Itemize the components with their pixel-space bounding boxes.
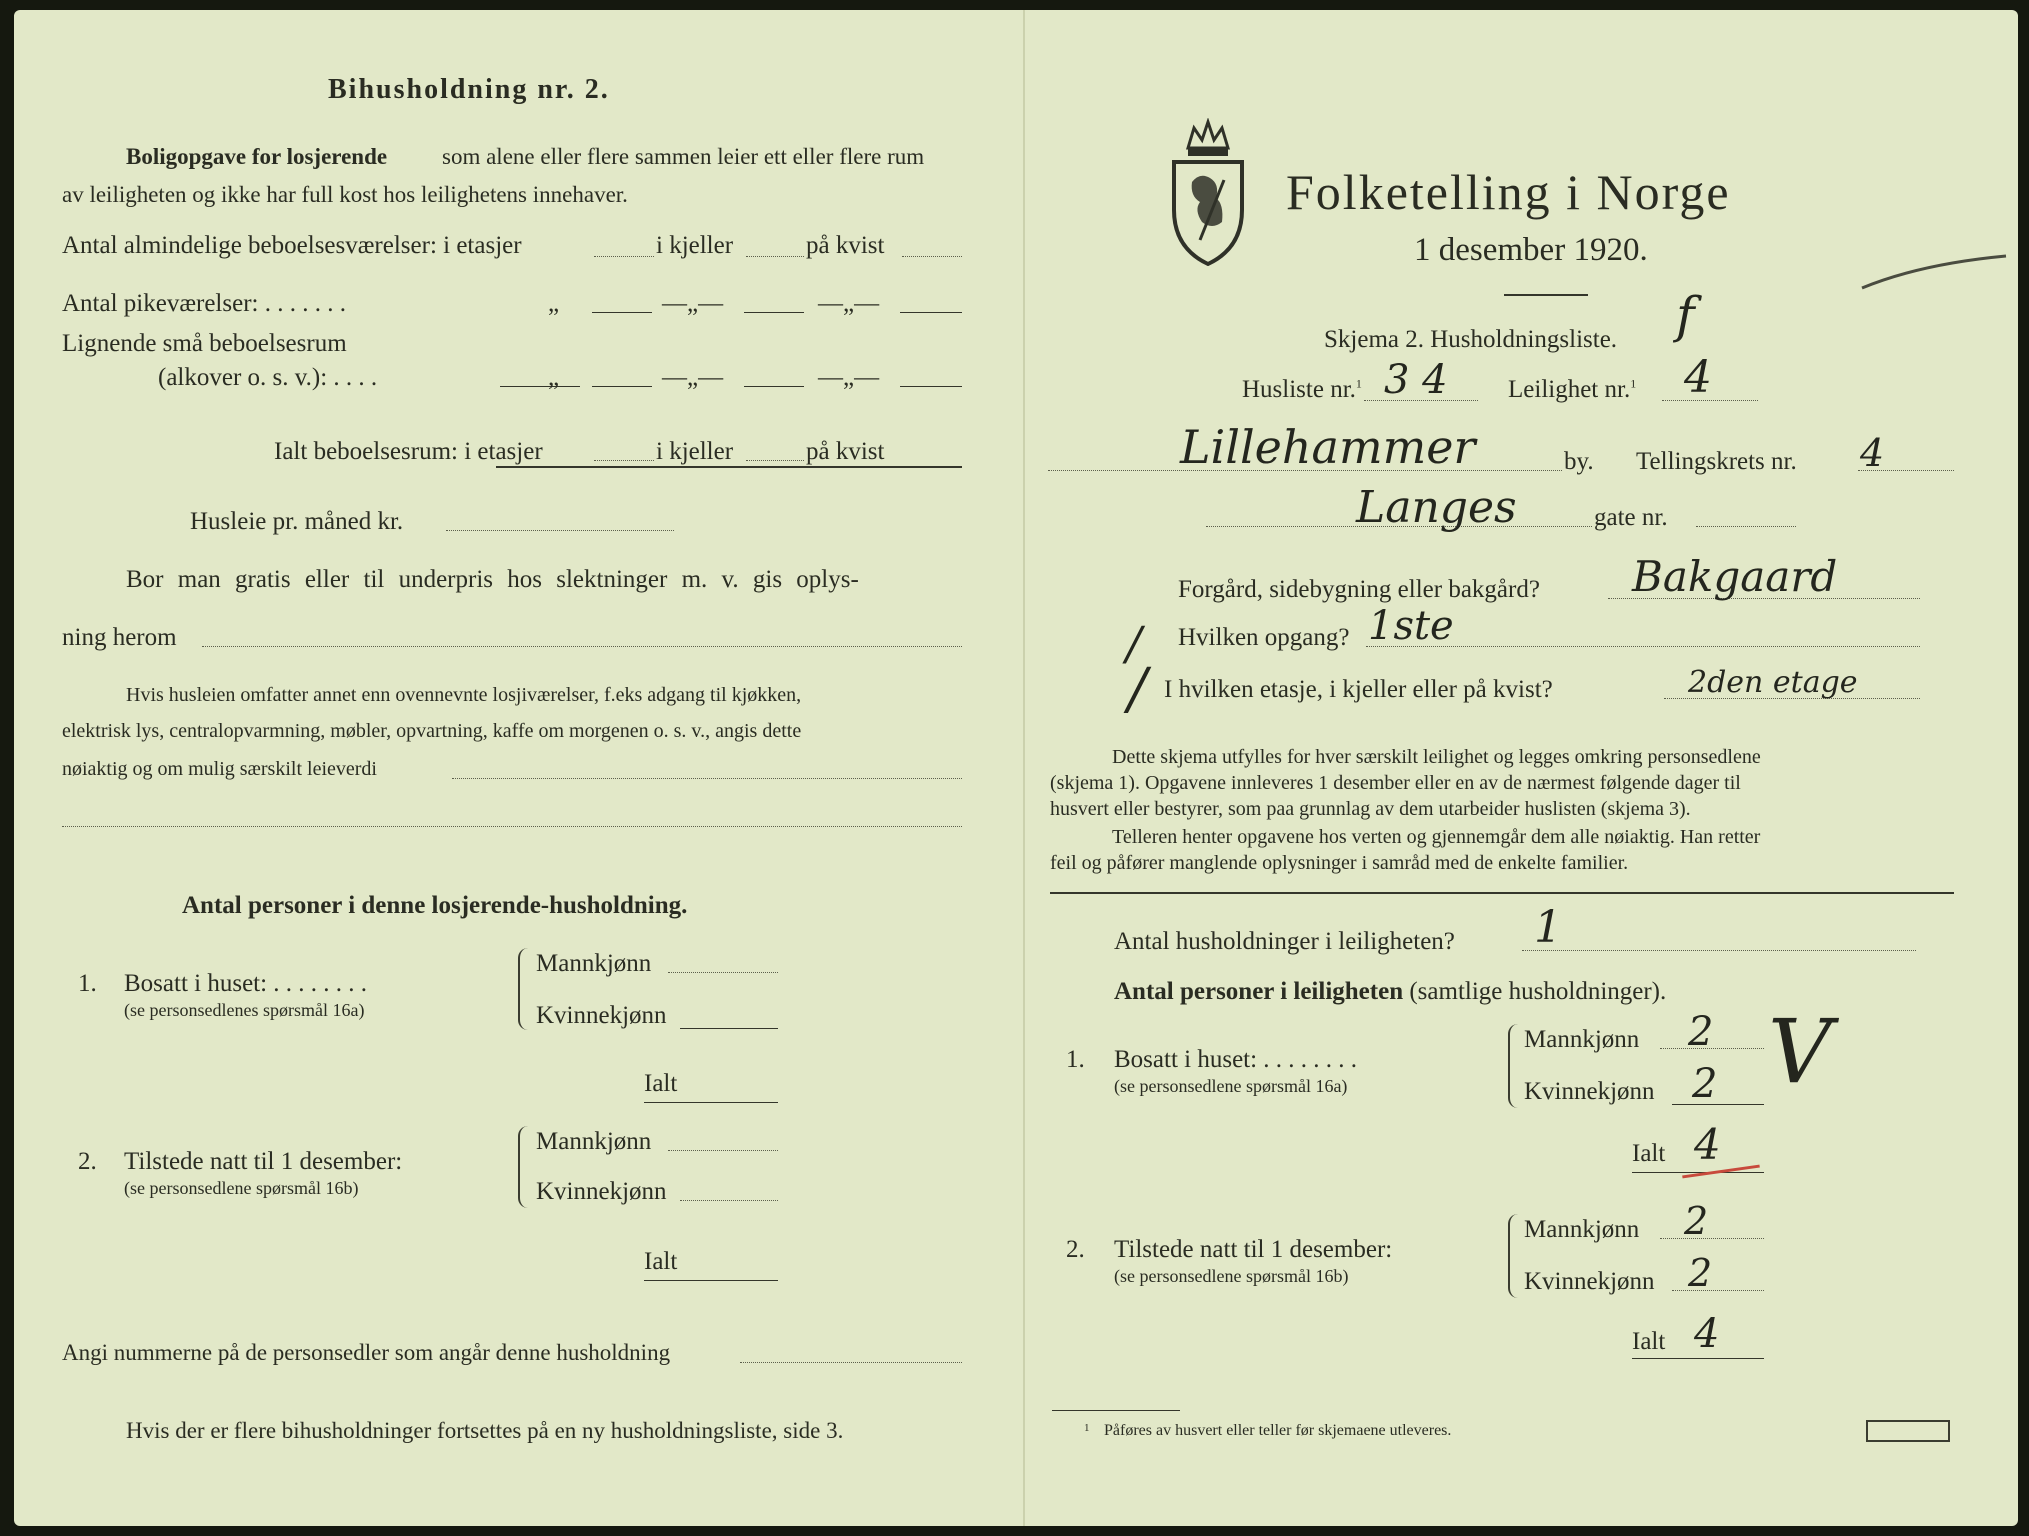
footnote-number: 1 — [1084, 1422, 1090, 1434]
gratis-line — [202, 646, 962, 647]
by-label: by. — [1564, 448, 1594, 475]
right-q1-mann-label: Mannkjønn — [1524, 1026, 1640, 1053]
gratis-line-1: Bor man gratis eller til underpris hos slektninger m. v. gis oplys- — [126, 566, 859, 593]
left-q2-kvinne-line — [680, 1200, 778, 1201]
left-q1-ialt-line — [644, 1102, 778, 1103]
left-q1-ialt-label: Ialt — [644, 1070, 678, 1097]
ialt-rooms-etasjer-line — [594, 460, 654, 461]
pen-stroke-mark — [1860, 252, 2010, 292]
rooms-kjeller-label: i kjeller — [656, 232, 734, 259]
skjema-check-mark: f — [1676, 286, 1695, 344]
gate-value: Langes — [1356, 482, 1517, 533]
instr-line-5: feil og påfører manglende oplysninger i samråd med de enkelte familier. — [1050, 852, 1629, 874]
gate-nr-line — [1696, 526, 1796, 527]
leilighet-value: 4 — [1684, 352, 1712, 403]
instr-line-2: (skjema 1). Opgavene innleveres 1 desember eller en av de nærmest følgende dager til — [1050, 772, 1741, 794]
lignende-line-2 — [744, 386, 804, 387]
right-q1-kvinne-value: 2 — [1692, 1061, 1718, 1107]
angi-line — [740, 1362, 962, 1363]
right-q2-mann-label: Mannkjønn — [1524, 1216, 1640, 1243]
left-q2-mann-label: Mannkjønn — [536, 1128, 652, 1155]
antal-hush-value: 1 — [1534, 902, 1562, 953]
left-title: Bihusholdning nr. 2. — [328, 74, 610, 105]
pike-ditto-3: —„— — [818, 290, 880, 317]
instr-rule — [1050, 892, 1954, 894]
forgaard-value: Bakgaard — [1632, 552, 1838, 601]
date-rule — [1504, 294, 1588, 296]
rooms-kjeller-line — [746, 256, 804, 257]
right-q1-brace — [1508, 1024, 1522, 1108]
right-q2-kvinne-label: Kvinnekjønn — [1524, 1268, 1655, 1295]
note-line — [452, 778, 962, 779]
left-q1-brace — [518, 948, 532, 1030]
angi-text: Angi nummerne på de personsedler som angår denne husholdning — [62, 1340, 671, 1365]
right-persons-heading: Antal personer i leiligheten (samtlige husholdninger). — [1114, 978, 1667, 1005]
intro-rest: som alene eller flere sammen leier ett eller flere rum — [442, 144, 925, 169]
intro-line2: av leiligheten og ikke har full kost hos leilighetens innehaver. — [62, 182, 628, 207]
right-q2-kvinne-value: 2 — [1688, 1251, 1713, 1295]
leilighet-label: Leilighet nr.$^1$ — [1508, 376, 1637, 403]
intro-bold: Boligopgave for losjerende — [126, 144, 388, 169]
right-title: Folketelling i Norge — [1286, 164, 1731, 220]
left-q2-brace — [518, 1126, 532, 1208]
ialt-rooms-kvist-label: på kvist — [806, 438, 885, 465]
right-q1-kvinne-label: Kvinnekjønn — [1524, 1078, 1655, 1105]
pike-ditto-1: „ — [548, 290, 560, 317]
rooms-kvist-line — [902, 256, 962, 257]
skjema-label: Skjema 2. Husholdningsliste. — [1324, 326, 1618, 353]
left-q1-mann-line — [668, 972, 778, 973]
pike-line-2 — [744, 312, 804, 313]
right-q2-kvinne-line — [1672, 1290, 1764, 1291]
lignende-line-0 — [500, 386, 580, 387]
ialt-rooms-kjeller-label: i kjeller — [656, 438, 734, 465]
left-q1-sub: (se personsedlenes spørsmål 16a) — [124, 1000, 365, 1020]
lignende-ditto-3: —„— — [818, 364, 880, 391]
note-line-3: nøiaktig og om mulig særskilt leieverdi — [62, 758, 377, 780]
left-q1-num: 1. — [78, 970, 97, 997]
opgang-check-mark: / — [1126, 616, 1142, 670]
left-q1-kvinne-line — [680, 1028, 778, 1029]
left-q2-num: 2. — [78, 1148, 97, 1175]
ialt-rooms-kjeller-line — [746, 460, 804, 461]
right-q2-num: 2. — [1066, 1236, 1085, 1263]
right-q1-label: Bosatt i huset: . . . . . . . . — [1114, 1046, 1358, 1073]
right-q1-ialt-label: Ialt — [1632, 1140, 1666, 1167]
etasje-check-mark: / — [1128, 657, 1147, 722]
opgang-label: Hvilken opgang? — [1178, 624, 1350, 651]
flere-text: Hvis der er flere bihusholdninger fortsettes på en ny husholdningsliste, side 3. — [126, 1418, 844, 1443]
krets-label: Tellingskrets nr. — [1636, 448, 1797, 475]
right-q1-kvinne-line — [1672, 1104, 1764, 1105]
left-q1-label: Bosatt i huset: . . . . . . . . — [124, 970, 368, 997]
instr-line-1: Dette skjema utfylles for hver særskilt leilighet og legges omkring personsedlene — [1112, 746, 1761, 768]
krets-value: 4 — [1860, 431, 1885, 475]
left-q1-kvinne-label: Kvinnekjønn — [536, 1002, 667, 1029]
left-q2-label: Tilstede natt til 1 desember: — [124, 1148, 403, 1175]
right-date: 1 desember 1920. — [1414, 232, 1648, 268]
right-q2-label: Tilstede natt til 1 desember: — [1114, 1236, 1393, 1263]
husliste-label: Husliste nr.$^1$ — [1242, 376, 1362, 403]
by-value: Lillehammer — [1180, 420, 1476, 474]
right-q2-mann-line — [1660, 1238, 1764, 1239]
pike-ditto-2: —„— — [662, 290, 724, 317]
pike-line-3 — [900, 312, 962, 313]
right-q2-ialt-label: Ialt — [1632, 1328, 1666, 1355]
q1-check-mark: V — [1768, 1000, 1832, 1103]
antal-hush-label: Antal husholdninger i leiligheten? — [1114, 928, 1455, 955]
lignende-label-1: Lignende små beboelsesrum — [62, 330, 347, 357]
opgang-value: 1ste — [1368, 603, 1454, 649]
right-q1-sub: (se personsedlene spørsmål 16a) — [1114, 1076, 1348, 1096]
left-q2-ialt-line — [644, 1280, 778, 1281]
right-q2-brace — [1508, 1214, 1522, 1298]
left-q2-sub: (se personsedlene spørsmål 16b) — [124, 1178, 359, 1198]
footnote-text: Påføres av husvert eller teller før skjemaene utleveres. — [1104, 1422, 1452, 1439]
right-q1-num: 1. — [1066, 1046, 1085, 1073]
footnote-rule — [1052, 1410, 1180, 1411]
antal-hush-line — [1522, 950, 1916, 951]
pike-line-1 — [592, 312, 652, 313]
pike-label: Antal pikeværelser: . . . . . . . — [62, 290, 346, 317]
note-line-2: elektrisk lys, centralopvarmning, møbler, opvartning, kaffe om morgenen o. s. v., angis dette — [62, 720, 802, 742]
rooms-kvist-label: på kvist — [806, 232, 885, 259]
etasje-value: 2den etage — [1688, 665, 1858, 700]
page-fold — [1023, 10, 1025, 1526]
left-persons-heading: Antal personer i denne losjerende-husholdning. — [182, 892, 688, 919]
left-q1-mann-label: Mannkjønn — [536, 950, 652, 977]
instr-line-4: Telleren henter opgavene hos verten og gjennemgår dem alle nøiaktig. Han retter — [1112, 826, 1761, 848]
note-line-1: Hvis husleien omfatter annet enn ovennevnte losjiværelser, f.eks adgang til kjøkken, — [126, 684, 802, 706]
ialt-rooms-label: Ialt beboelsesrum: i etasjer — [274, 438, 543, 465]
lignende-ditto-1: „ — [548, 364, 560, 391]
right-q2-ialt-value: 4 — [1694, 1311, 1720, 1357]
left-q2-mann-line — [668, 1150, 778, 1151]
instr-line-3: husvert eller bestyrer, som paa grunnlag av dem utarbeider huslisten (skjema 3). — [1050, 798, 1691, 820]
norway-coat-of-arms — [1166, 118, 1250, 266]
lignende-label-2: (alkover o. s. v.): . . . . — [158, 364, 378, 391]
printer-stamp — [1866, 1420, 1950, 1442]
right-q1-mann-value: 2 — [1688, 1009, 1714, 1055]
forgaard-label: Forgård, sidebygning eller bakgård? — [1178, 576, 1540, 603]
husliste-value: 3 4 — [1384, 357, 1448, 403]
lignende-ditto-2: —„— — [662, 364, 724, 391]
lignende-line-1 — [592, 386, 652, 387]
right-q2-sub: (se personsedlene spørsmål 16b) — [1114, 1266, 1349, 1286]
rooms-label: Antal almindelige beboelsesværelser: i etasjer — [62, 232, 522, 259]
rooms-etasjer-line — [594, 256, 654, 257]
right-q2-mann-value: 2 — [1684, 1199, 1709, 1243]
lignende-line-3 — [900, 386, 962, 387]
note-blank-line — [62, 826, 962, 827]
husleie-label: Husleie pr. måned kr. — [190, 508, 404, 535]
gratis-line-2: ning herom — [62, 624, 177, 651]
husleie-line — [446, 530, 674, 531]
gate-label: gate nr. — [1594, 504, 1668, 531]
left-q2-ialt-label: Ialt — [644, 1248, 678, 1275]
right-q2-ialt-line — [1632, 1358, 1764, 1359]
left-q2-kvinne-label: Kvinnekjønn — [536, 1178, 667, 1205]
etasje-label: I hvilken etasje, i kjeller eller på kvist? — [1164, 676, 1553, 703]
right-q1-ialt-value: 4 — [1694, 1120, 1721, 1169]
